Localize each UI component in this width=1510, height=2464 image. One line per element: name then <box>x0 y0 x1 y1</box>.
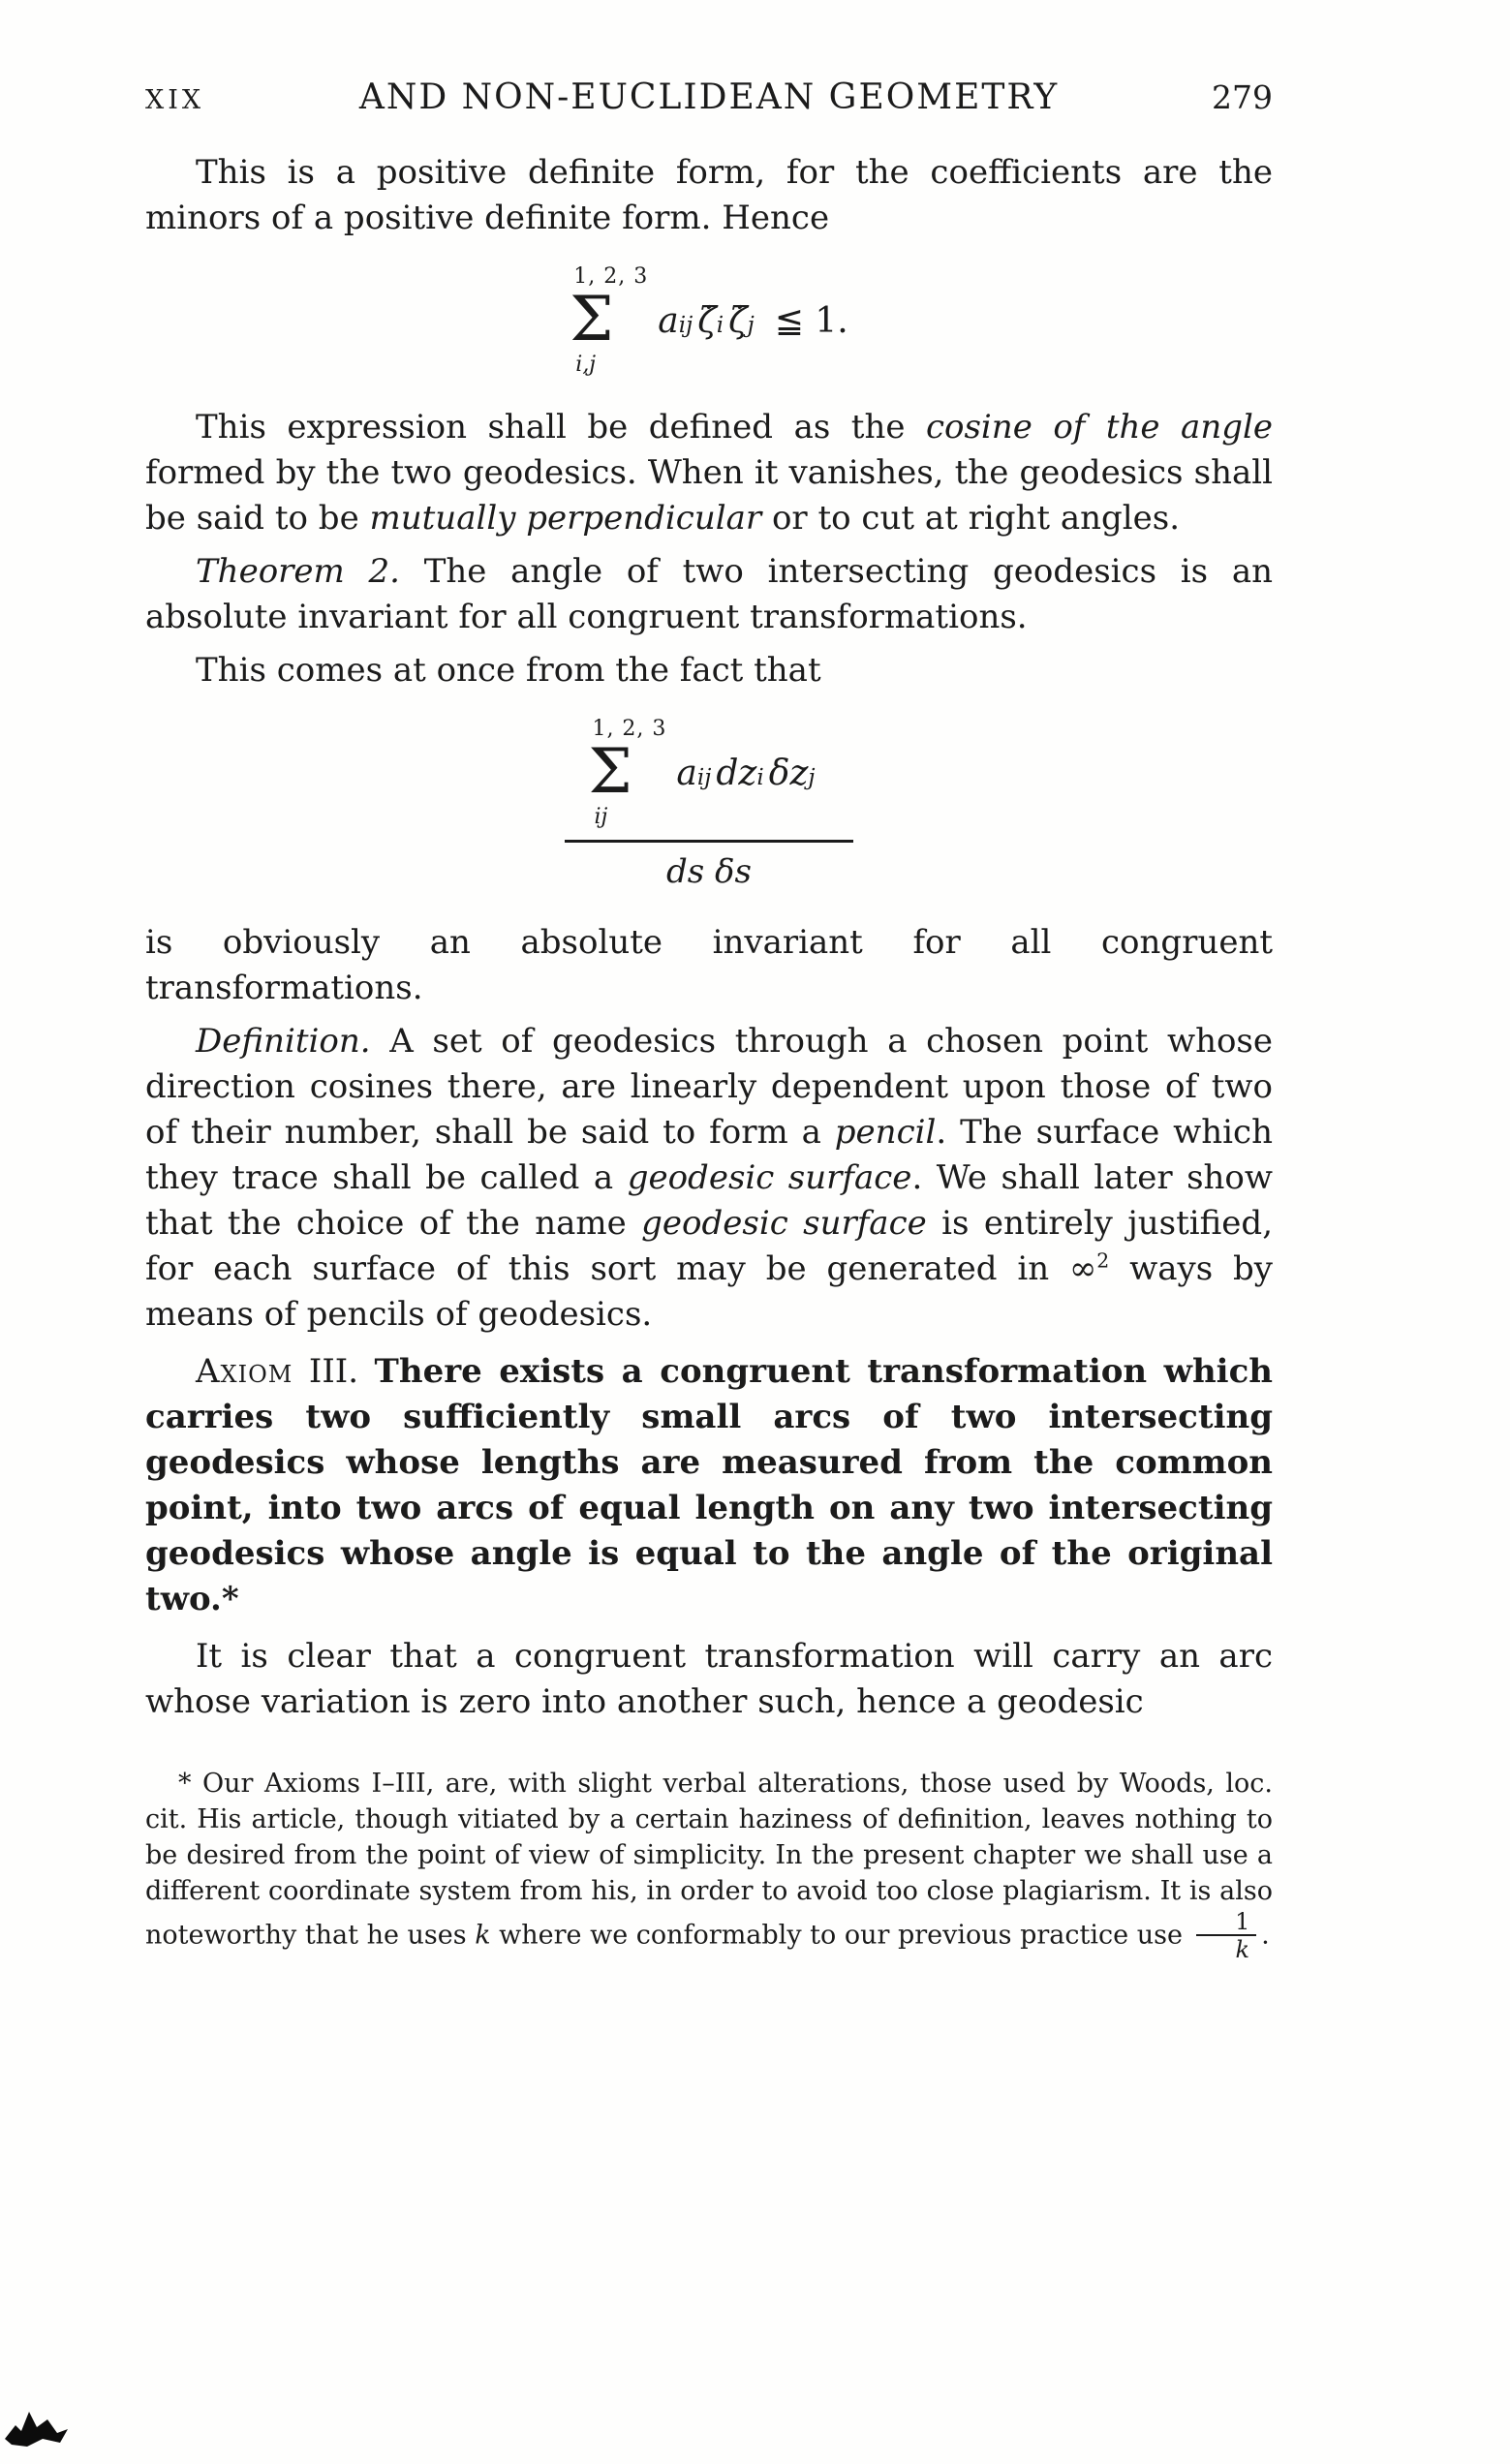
paragraph-positive-definite <box>145 150 1273 241</box>
footnote <box>145 1766 1273 1963</box>
display-formula-invariant <box>145 716 1273 891</box>
text-run: . The surface which they trace shall be called a <box>145 1112 1273 1197</box>
math-variable: ζ̇ <box>728 300 748 341</box>
italic-phrase: pencil <box>834 1112 937 1152</box>
paragraph-invariant-conclusion <box>145 920 1273 1011</box>
footnote-text <box>145 1766 1273 1963</box>
italic-phrase: cosine of the angle <box>925 407 1273 447</box>
text-run: formed by the two geodesics. When it vanishes, the geodesics shall be said to be <box>145 452 1273 538</box>
text-run: Our Axioms I–III, are, with slight verbal alterations, those used by Woods, loc. cit. His article, though vitiated by a certain haziness of definition, leaves nothing to be desired from the point of view of simplicity. In the present chapter we shall use a different coordinate system from his, in order to avoid too close plagiarism. It is also noteworthy that he uses <box>145 1768 1273 1950</box>
relation-symbol: ≦ 1. <box>774 300 848 341</box>
fraction-denominator: ds δs <box>666 851 752 891</box>
fraction-denominator: k <box>1196 1934 1257 1962</box>
formula-terms: a ij dz i δz j <box>676 753 816 793</box>
summation-upper-limit: 1, 2, 3 <box>592 716 667 741</box>
summation-upper-limit: 1, 2, 3 <box>573 264 649 289</box>
paragraph-definition-pencil <box>145 1019 1273 1338</box>
text-run: ways by means of pencils of geodesics. <box>145 1248 1273 1334</box>
inline-fraction <box>1196 1909 1257 1963</box>
text-run: . <box>1261 1919 1270 1950</box>
superscript: 2 <box>1096 1248 1110 1273</box>
text-run: is obviously an absolute invariant for all congruent transformations. <box>145 922 1273 1007</box>
text-block <box>145 77 1273 1962</box>
sigma-symbol: Σ <box>570 284 614 355</box>
fraction-numerator <box>565 716 852 843</box>
paragraph-it-is-clear <box>145 1634 1273 1725</box>
text-run: It is clear that a congruent transformation will carry an arc whose variation is zero into another such, hence a geodesic <box>145 1636 1273 1721</box>
bold-text: There exists a congruent transformation which carries two sufficiently small arcs of two intersecting geodesics whose lengths are measured from the common point, into two arcs of equal length on any two intersecting geodesics whose angle is equal to the angle of the original two. <box>145 1351 1274 1618</box>
math-variable: a <box>658 300 679 341</box>
axiom-label: Axiom <box>196 1351 293 1391</box>
running-header <box>145 77 1273 117</box>
footnote-reference-asterisk: * <box>221 1579 239 1618</box>
fraction <box>565 716 852 891</box>
italic-phrase: geodesic surface <box>627 1157 912 1197</box>
text-run: is entirely justified, for each surface of this sort may be generated in ∞ <box>145 1203 1274 1288</box>
math-variable: ζ̇ <box>697 300 717 341</box>
display-formula-cosine-bound <box>145 266 1273 376</box>
paragraph-axiom-3 <box>145 1349 1273 1622</box>
italic-phrase: geodesic surface <box>641 1203 927 1243</box>
summation-lower-limit: i,j <box>575 352 597 377</box>
italic-phrase: mutually perpendicular <box>369 498 762 538</box>
text-run: where we conformably to our previous practice use <box>490 1919 1191 1950</box>
text-run: This is a positive definite form, for the coefficients are the minors of a positive definite form. Hence <box>145 153 1273 237</box>
footnote-marker: * <box>178 1768 192 1799</box>
paragraph-theorem-2 <box>145 549 1273 640</box>
text-run: This comes at once from the fact that <box>196 650 821 690</box>
summation-operator <box>570 266 648 376</box>
text-run: . We shall later show that the choice of the name <box>145 1157 1274 1243</box>
summation-operator <box>588 716 667 829</box>
sigma-symbol: Σ <box>588 735 632 808</box>
page-number: 279 <box>1212 78 1273 116</box>
math-variable: δz <box>768 753 809 793</box>
math-variable: a <box>676 753 697 793</box>
paragraph-lead-in <box>145 648 1273 693</box>
text-run: The angle of two intersecting geodesics is an absolute invariant for all congruent transformations. <box>145 551 1273 636</box>
formula-terms: a ij ζ̇ i ζ̇ j ≦ 1. <box>658 300 848 341</box>
italic-variable: k <box>475 1919 491 1950</box>
text-run: This expression shall be defined as the <box>196 407 926 447</box>
definition-label: Definition. <box>196 1021 371 1061</box>
theorem-label: Theorem 2. <box>196 551 400 591</box>
text-run: III. <box>293 1351 375 1391</box>
math-variable: dz <box>716 753 757 793</box>
text-run: A set of geodesics through a chosen point whose direction cosines there, are linearly dependent upon those of two of their number, shall be said to form a <box>145 1021 1273 1152</box>
running-title: AND NON-EUCLIDEAN GEOMETRY <box>358 77 1060 117</box>
ink-smudge <box>4 2396 72 2450</box>
text-run: or to cut at right angles. <box>761 498 1181 538</box>
chapter-number: XIX <box>145 85 205 115</box>
paragraph-cosine-definition <box>145 405 1273 541</box>
summation-lower-limit: ij <box>594 804 608 829</box>
fraction-numerator: 1 <box>1235 1907 1250 1935</box>
